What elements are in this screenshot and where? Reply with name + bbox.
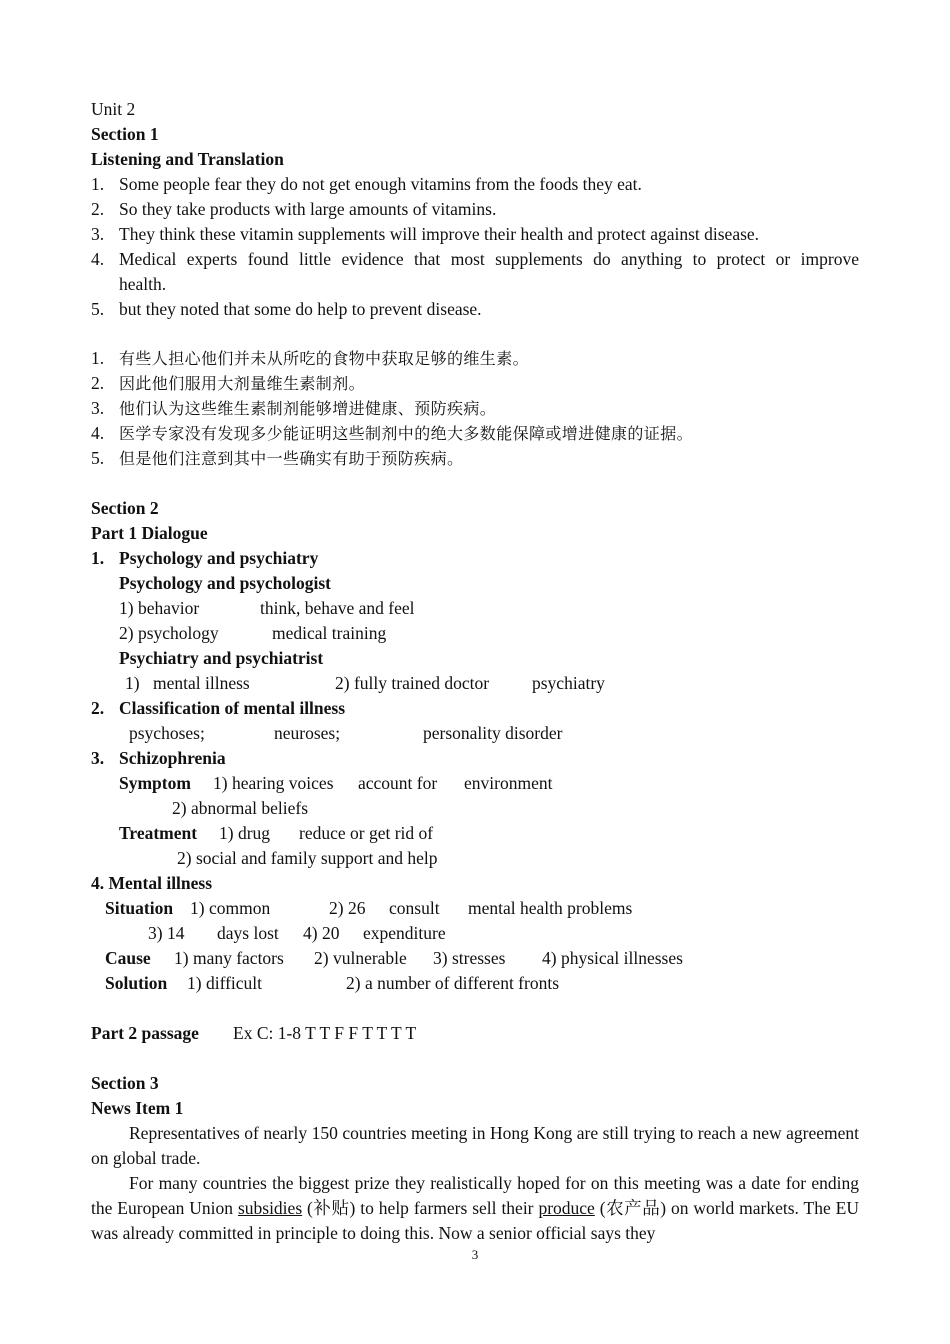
item3-symptom-row1: Symptom 1) hearing voices account for environment	[119, 773, 553, 793]
item1-row1: 1) behavior think, behave and feel	[119, 598, 415, 618]
item4-situation-row2: 3) 14 days lost 4) 20 expenditure	[148, 923, 446, 943]
underlined-term-produce: produce	[538, 1198, 595, 1218]
chinese-item-3: 3. 他们认为这些维生素制剂能够增进健康、预防疾病。	[91, 398, 497, 418]
chinese-item-5: 5. 但是他们注意到其中一些确实有助于预防疾病。	[91, 448, 464, 468]
item1-row2: 2) psychology medical training	[119, 623, 387, 643]
item4-title: 4. Mental illness	[91, 873, 213, 893]
chinese-item-1: 1. 有些人担心他们并未从所吃的食物中获取足够的维生素。	[91, 348, 530, 368]
item2-title: 2. Classification of mental illness	[91, 698, 346, 718]
item3-title: 3. Schizophrenia	[91, 748, 226, 768]
item1-sub2: Psychiatry and psychiatrist	[119, 648, 324, 668]
item2-row: psychoses; neuroses; personality disorder	[129, 723, 563, 743]
section1-heading: Section 1	[91, 124, 159, 144]
item1-row3: 1) mental illness 2) fully trained doctor psychiatry	[125, 673, 605, 693]
item3-treatment-row2: 2) social and family support and help	[177, 848, 438, 868]
item4-solution-row: Solution 1) difficult 2) a number of different fronts	[105, 973, 560, 993]
item3-treatment-row1: Treatment 1) drug reduce or get rid of	[119, 823, 434, 843]
chinese-item-2: 2. 因此他们服用大剂量维生素制剂。	[91, 373, 366, 393]
english-item-4-cont: health.	[119, 274, 167, 294]
page-number: 3	[471, 1247, 479, 1262]
item4-situation-row1: Situation 1) common 2) 26 consult mental health problems	[105, 898, 633, 918]
part1-heading: Part 1 Dialogue	[91, 523, 208, 543]
news-item-heading: News Item 1	[91, 1098, 184, 1118]
english-item-3: 3. They think these vitamin supplements will improve their health and protect against disease.	[91, 224, 760, 244]
chinese-item-4: 4. 医学专家没有发现多少能证明这些制剂中的绝大多数能保障或增进健康的证据。	[91, 423, 694, 443]
english-item-1: 1. Some people fear they do not get enough vitamins from the foods they eat.	[91, 174, 642, 194]
news-paragraph-1: Representatives of nearly 150 countries meeting in Hong Kong are still trying to reach a new agreement on global trade.	[91, 1123, 859, 1168]
item1-title: 1. Psychology and psychiatry	[91, 548, 319, 568]
section2-heading: Section 2	[91, 498, 159, 518]
section1-subheading: Listening and Translation	[91, 149, 284, 169]
document-page	[91, 97, 859, 1246]
english-item-5: 5. but they noted that some do help to prevent disease.	[91, 299, 482, 319]
news-paragraph-2: For many countries the biggest prize they realistically hoped for on this meeting was a date for ending the European Union subsidies (补贴) to help farmers sell their produce (农产品) on world markets. The EU was already committed in principle to doing this. Now a senior official says they	[91, 1173, 859, 1243]
unit-title: Unit 2	[91, 99, 136, 119]
item3-symptom-row2: 2) abnormal beliefs	[172, 798, 309, 818]
section3-heading: Section 3	[91, 1073, 159, 1093]
part2-row: Part 2 passage Ex C: 1-8 T T F F T T T T	[91, 1023, 417, 1043]
underlined-term-subsidies: subsidies	[237, 1198, 303, 1218]
item1-sub1: Psychology and psychologist	[119, 573, 331, 593]
english-item-2: 2. So they take products with large amounts of vitamins.	[91, 199, 497, 219]
item4-cause-row: Cause 1) many factors 2) vulnerable 3) stresses 4) physical illnesses	[105, 948, 683, 968]
english-item-4: 4. Medical experts found little evidence that most supplements do anything to protect or improve	[91, 249, 859, 269]
